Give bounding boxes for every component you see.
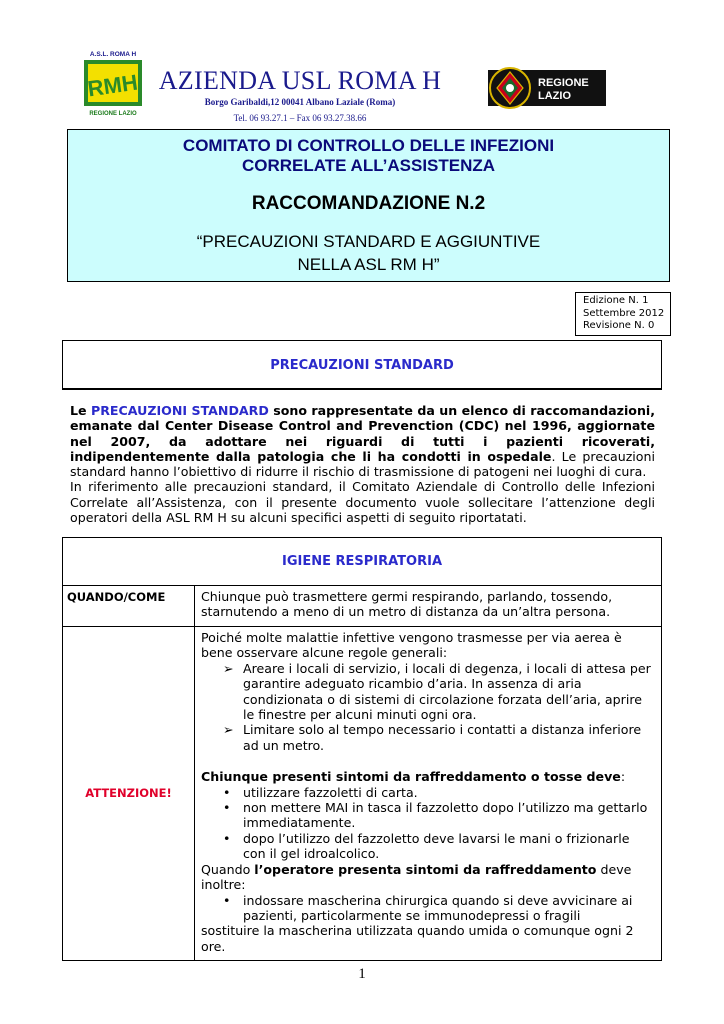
- symptoms-heading-colon: :: [620, 769, 626, 785]
- list-item: [223, 800, 655, 831]
- regione-lazio-logo: [488, 66, 606, 110]
- subject-line-2: NELLA ASL RM H”: [297, 255, 440, 274]
- organization-title: AZIENDA USL ROMA H: [158, 66, 442, 95]
- asl-rmh-logo: [82, 48, 144, 118]
- bullet-dot-icon: •: [223, 784, 231, 800]
- edition-date: Settembre 2012: [583, 307, 665, 319]
- list-item-text: utilizzare fazzoletti di carta.: [243, 784, 418, 800]
- section-title-box: [62, 340, 662, 390]
- attention-intro: Poiché molte malattie infettive vengono trasmesse per via aerea è bene osservare alcune regole generali:: [201, 630, 622, 661]
- bullet-dot-icon: •: [223, 800, 231, 816]
- list-item: [223, 785, 655, 800]
- intro-paragraph: [70, 403, 655, 525]
- subject-line-1: “PRECAUZIONI STANDARD E AGGIUNTIVE: [196, 232, 541, 251]
- logo-right-text-line1: REGIONE: [538, 77, 589, 89]
- page-number: 1: [358, 966, 366, 982]
- arrow-bullet-icon: ➢: [223, 722, 234, 738]
- row-text-attenzione: [195, 627, 662, 961]
- row-label-quando-come: QUANDO/COME: [63, 586, 195, 627]
- intro-p2: In riferimento alle precauzioni standard, il Comitato Aziendale di Controllo delle Infezioni Correlate all’Assistenza, con il presente documento vuole sollecitare l’attenzione degli operatori della ASL RM H su alcuni specifici aspetti di seguito riportatati.: [70, 479, 655, 526]
- committee-line-1: COMITATO DI CONTROLLO DELLE INFEZIONI: [182, 136, 555, 155]
- committee-line-2: CORRELATE ALL’ASSISTENZA: [241, 156, 496, 175]
- recommendation-number: RACCOMANDAZIONE N.2: [251, 193, 486, 214]
- list-item: [223, 831, 655, 862]
- bullet-dot-icon: •: [223, 892, 231, 908]
- bullet-dot-icon: •: [223, 830, 231, 846]
- edition-box: [575, 292, 671, 336]
- intro-p1: [70, 403, 655, 479]
- list-item: [223, 893, 655, 924]
- intro-p1-lead: Le: [70, 403, 91, 418]
- operator-rest: deve inoltre:: [201, 861, 632, 893]
- revision-number: Revisione N. 0: [583, 320, 655, 331]
- list-item-text: Areare i locali di servizio, i locali di degenza, i locali di attesa per garantire adeguato ricambio d’aria. In assenza di aria condizionata o di sistemi di circolazione forzata dell’aria, aprire le finestre per alcuni minuti ogni ora.: [243, 660, 651, 723]
- symptoms-heading: [201, 769, 655, 784]
- operator-lead: Quando: [201, 861, 255, 877]
- intro-p1-highlight: PRECAUZIONI STANDARD: [90, 403, 269, 418]
- table-title: IGIENE RESPIRATORIA: [63, 538, 662, 586]
- section-title: PRECAUZIONI STANDARD: [270, 358, 454, 373]
- document-title-box: [67, 129, 670, 282]
- list-item: [223, 722, 655, 753]
- list-item: [223, 661, 655, 723]
- logo-right-text-line2: LAZIO: [538, 90, 571, 102]
- closing-text: sostituire la mascherina utilizzata quando umida o comunque ogni 2 ore.: [201, 923, 634, 954]
- list-item-text: indossare mascherina chirurgica quando si deve avvicinare ai pazienti, particolarmente se immunodepressi o fragili: [243, 892, 633, 923]
- symptoms-heading-bold: Chiunque presenti sintomi da raffreddamento o tosse deve: [201, 769, 621, 785]
- operator-bold: l’operatore presenta sintomi da raffreddamento: [254, 861, 597, 877]
- arrow-bullet-icon: ➢: [223, 660, 234, 676]
- logo-left-bottom-text: REGIONE LAZIO: [89, 111, 137, 117]
- list-item-text: non mettere MAI in tasca il fazzoletto dopo l’utilizzo ma gettarlo immediatamente.: [243, 800, 648, 831]
- operator-paragraph: [201, 862, 655, 893]
- logo-left-top-text: A.S.L. ROMA H: [89, 51, 137, 58]
- intro-p1-rest: . Le precauzioni standard hanno l’obiettivo di ridurre il rischio di trasmissione di patogeni nei luoghi di cura.: [70, 448, 655, 480]
- row-label-attenzione: ATTENZIONE!: [63, 627, 195, 961]
- table-row: [63, 586, 662, 627]
- respiratory-hygiene-table: [62, 537, 662, 961]
- logo-left-main-text: RMH: [86, 69, 140, 102]
- row-text-quando-come: Chiunque può trasmettere germi respirando, parlando, tossendo, starnutendo a meno di un metro di distanza da un’altra persona.: [195, 586, 662, 627]
- organization-address: Borgo Garibaldi,12 00041 Albano Laziale (Roma): [204, 97, 396, 107]
- edition-number: Edizione N. 1: [583, 295, 649, 306]
- list-item-text: dopo l’utilizzo del fazzoletto deve lavarsi le mani o frizionarle con il gel idroalcolico.: [243, 830, 630, 862]
- organization-phone: Tel. 06 93.27.1 – Fax 06 93.27.38.66: [233, 113, 367, 123]
- table-row: [63, 627, 662, 961]
- intro-p1-bold: sono rappresentate da un elenco di raccomandazioni, emanate dal Center Disease Control and Prevenction (CDC) nel 1996, aggiornate nel 2007, da adottare nei riguardi di tutti i pazienti ricoverati, indipendentemente dalla patologia che li ha condotti in ospedale: [70, 403, 656, 464]
- list-item-text: Limitare solo al tempo necessario i contatti a distanza inferiore ad un metro.: [243, 722, 642, 753]
